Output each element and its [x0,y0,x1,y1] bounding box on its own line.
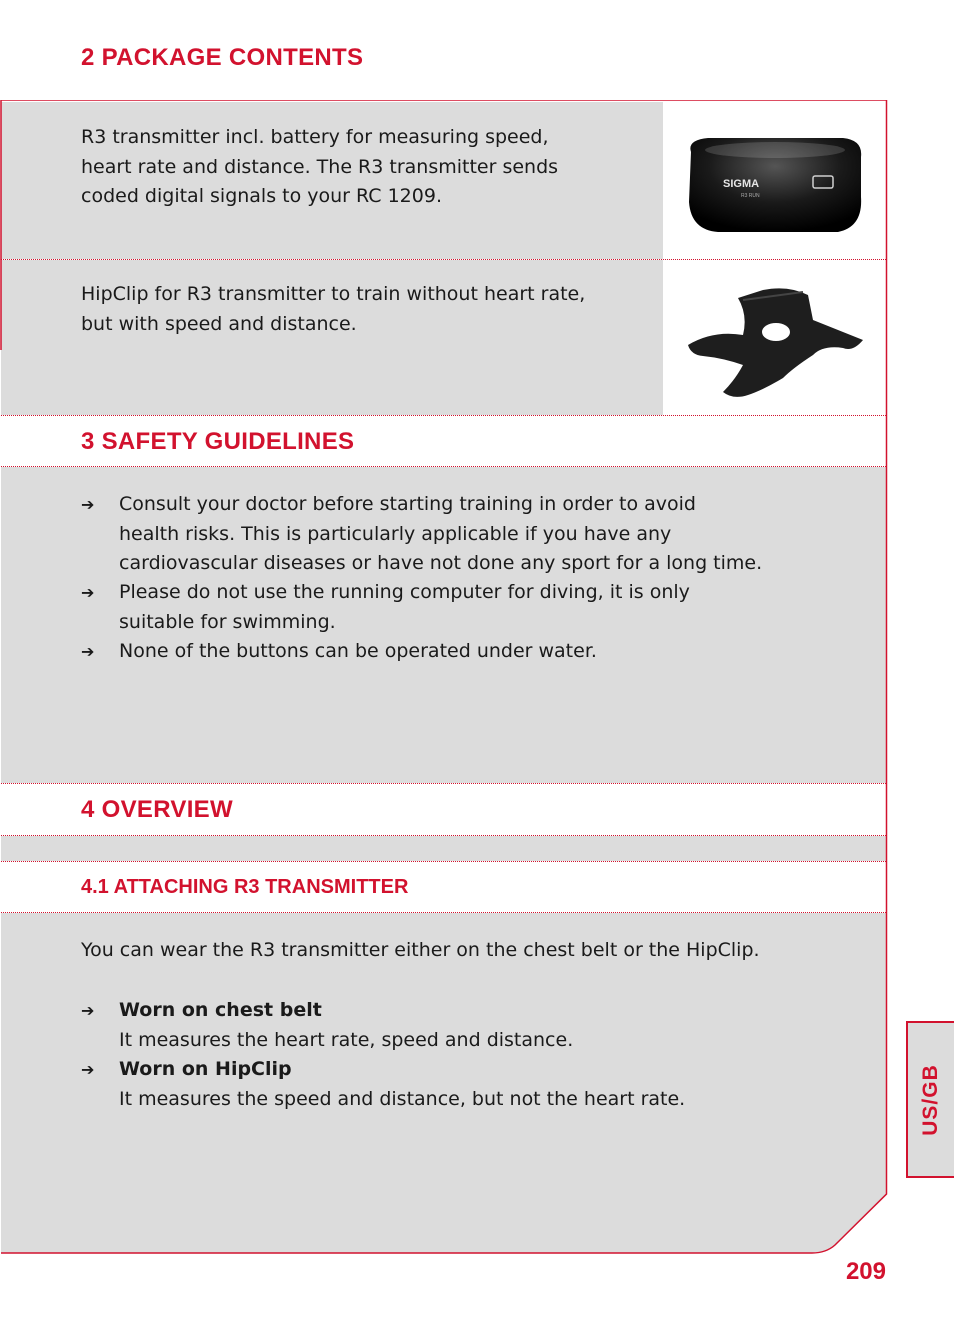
text-line: Consult your doctor before starting training in order to avoid [119,493,696,515]
text-line: health risks. This is particularly applicable if you have any [119,522,672,545]
language-tab [906,1021,954,1178]
option-hipclip [119,1055,849,1114]
safety-bullet-3 [119,637,849,667]
text-line: HipClip for R3 transmitter to train without heart rate, [81,283,586,305]
bullet-arrow: ➔ [81,1001,95,1020]
option-title: Worn on HipClip [119,1058,292,1080]
package-item-1-text [81,123,651,212]
bullet-arrow: ➔ [81,642,95,661]
text-line: coded digital signals to your RC 1209. [81,185,442,207]
text-line: cardiovascular diseases or have not done any sport for a long time. [119,552,763,574]
page-number: 209 [845,1258,886,1285]
text-line: None of the buttons can be operated under water. [119,640,597,662]
text-line: suitable for swimming. [119,610,336,633]
text-line: Please do not use the running computer for diving, it is only [119,581,690,603]
section-title-overview: 4 OVERVIEW [81,796,233,823]
text-line: heart rate and distance. The R3 transmitter sends [81,155,559,178]
text-line: R3 transmitter incl. battery for measuring speed, [81,126,549,148]
option-title: Worn on chest belt [119,999,322,1021]
text-line: but with speed and distance. [81,312,357,335]
safety-bullet-1 [119,490,849,579]
section-title-safety: 3 SAFETY GUIDELINES [81,428,355,455]
option-desc: It measures the speed and distance, but not the heart rate. [119,1087,686,1110]
bullet-arrow: ➔ [81,495,95,514]
package-item-2-text [81,280,656,339]
language-tab-label: US/GB [919,1063,942,1136]
bullet-arrow: ➔ [81,1060,95,1079]
option-desc: It measures the heart rate, speed and distance. [119,1028,574,1051]
option-chest-belt [119,996,849,1055]
attaching-intro: You can wear the R3 transmitter either on the chest belt or the HipClip. [81,939,760,961]
bullet-arrow: ➔ [81,583,95,602]
safety-bullet-2 [119,578,849,637]
device-model-text: R3 RUN [741,193,760,199]
section-title-package-contents: 2 PACKAGE CONTENTS [81,44,364,71]
section-title-attaching: 4.1 ATTACHING R3 TRANSMITTER [81,876,409,898]
device-brand-text: SIGMA [723,178,760,190]
